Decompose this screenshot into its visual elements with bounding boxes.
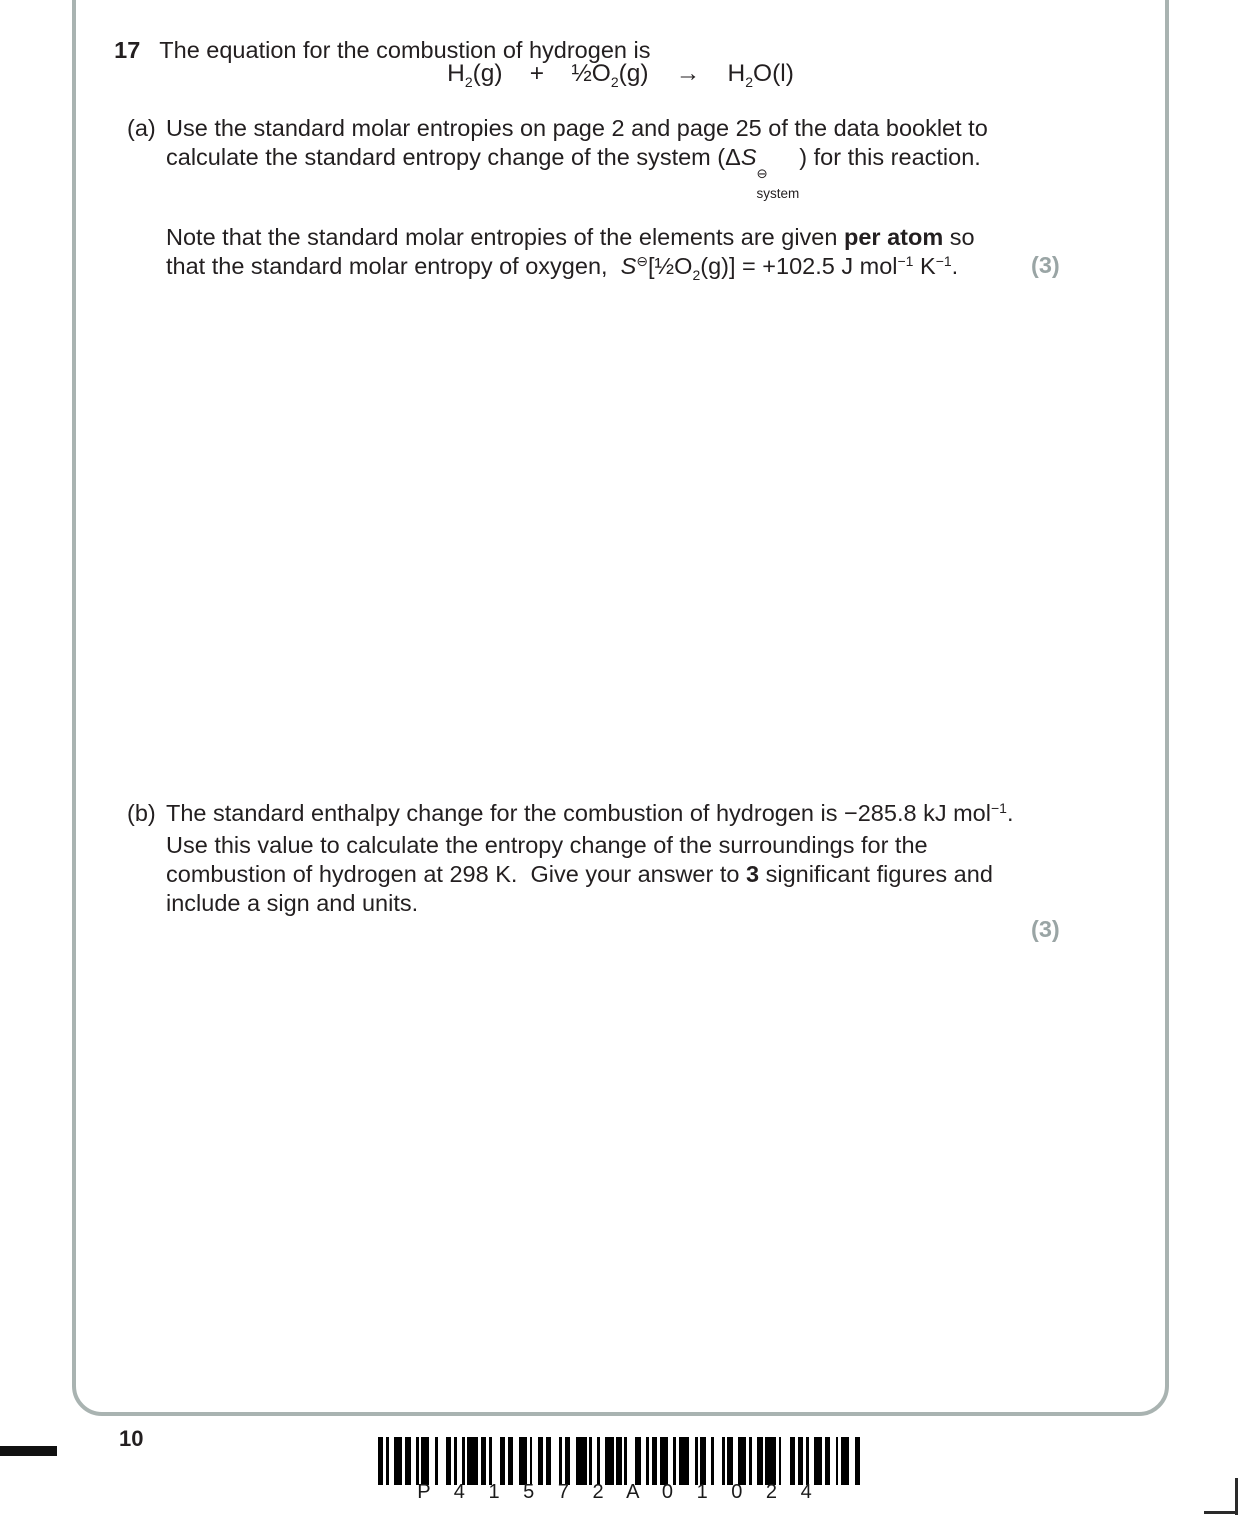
- part-a-note-line1: Note that the standard molar entropies of the elements are given per atom so: [166, 224, 975, 250]
- question-intro-text: The equation for the combustion of hydrogen is: [159, 37, 651, 63]
- barcode-bar: [492, 1437, 500, 1485]
- corner-crop-mark-vertical: [1235, 1478, 1238, 1515]
- barcode-label: P 4 1 5 7 2 A 0 1 0 2 4: [417, 1481, 821, 1503]
- part-a-text: [166, 114, 988, 284]
- part-b-label: (b): [127, 800, 156, 826]
- question-part-b: [127, 799, 1013, 918]
- barcode-bar: [679, 1437, 690, 1485]
- barcode-bar: [781, 1437, 789, 1485]
- barcode-bar: [814, 1437, 822, 1485]
- chemical-equation: $H_2(g)$ + $\frac{1}{2}O_2(g)$ → $H_2O(l)$: [447, 60, 794, 90]
- part-b-line1: The standard enthalpy change for the combustion of hydrogen is −285.8 kJ mol$^{-1}$.: [166, 800, 1014, 826]
- barcode-bar: [551, 1437, 559, 1485]
- part-a-label: (a): [127, 115, 156, 141]
- question-part-a: [127, 114, 988, 284]
- barcode-bar: [421, 1437, 429, 1485]
- barcode-bar: [519, 1437, 527, 1485]
- barcode-bar: [605, 1437, 613, 1485]
- barcode-bar: [765, 1437, 776, 1485]
- barcode: [378, 1437, 860, 1485]
- corner-crop-mark-horizontal: [1204, 1511, 1238, 1514]
- barcode-bar: [576, 1437, 587, 1485]
- barcode-bar: [660, 1437, 668, 1485]
- page-number: 10: [119, 1426, 144, 1451]
- part-b-line3: combustion of hydrogen at 298 K. Give your answer to 3 significant figures and: [166, 861, 993, 887]
- part-a-marks-badge: (3): [1031, 252, 1060, 278]
- barcode-bar: [714, 1437, 722, 1485]
- page-edge-tab-mark: [0, 1446, 57, 1456]
- barcode-bar: [438, 1437, 446, 1485]
- barcode-bar: [394, 1437, 402, 1485]
- part-a-line1: Use the standard molar entropies on page 2 and page 25 of the data booklet to: [166, 115, 988, 141]
- part-b-line2: Use this value to calculate the entropy change of the surroundings for the: [166, 832, 928, 858]
- question-number: 17: [114, 37, 141, 63]
- part-a-note-line2: that the standard molar entropy of oxygen, $S^⊖[\frac{1}{2}O_2(g)] = +102.5$ J mol$^{-1}$ $K^{-1}$.: [166, 253, 959, 283]
- barcode-bar: [627, 1437, 635, 1485]
- part-b-text: [166, 799, 1013, 918]
- barcode-bar: [855, 1437, 860, 1485]
- part-a-line2: calculate the standard entropy change of the system (ΔS ⊖ system ) for this reaction.: [166, 144, 981, 201]
- barcode-bar: [467, 1437, 478, 1485]
- barcode-bar: [841, 1437, 849, 1485]
- barcode-bar: [738, 1437, 746, 1485]
- part-b-line4: include a sign and units.: [166, 890, 419, 916]
- part-b-marks-badge: (3): [1031, 916, 1060, 942]
